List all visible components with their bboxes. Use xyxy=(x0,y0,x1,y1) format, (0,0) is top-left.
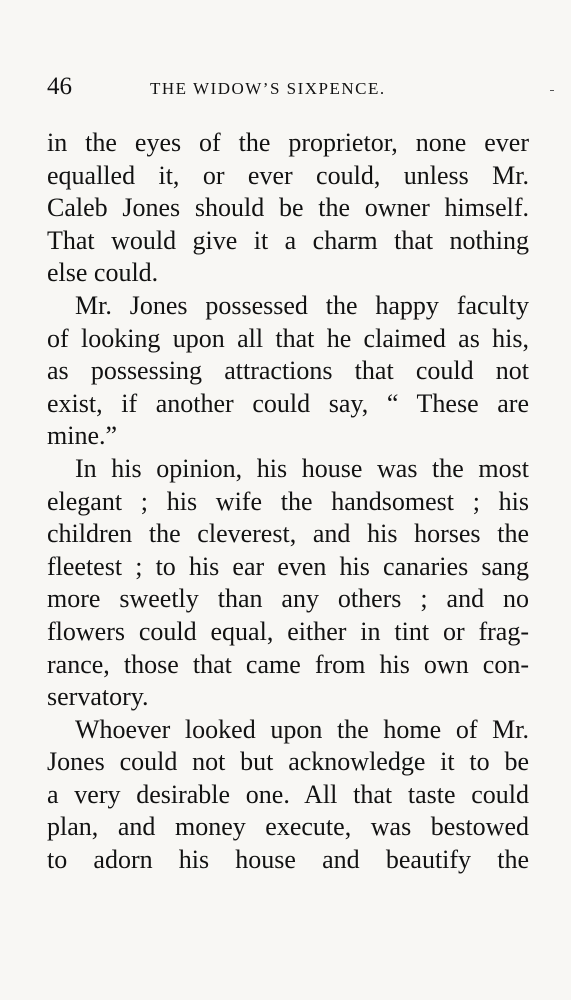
text-line: servatory. xyxy=(47,682,149,712)
running-title: THE WIDOW’S SIXPENCE. xyxy=(150,79,386,98)
text-line: children the cleverest, and his horses the xyxy=(47,519,529,549)
text-line: more sweetly than any others ; and no xyxy=(47,584,529,614)
paragraph-first-line: In his opinion, his house was the most xyxy=(75,453,529,483)
text-line: of looking upon all that he claimed as his, xyxy=(47,323,529,353)
text-line: to adorn his house and beautify the xyxy=(47,845,529,875)
text-line: Caleb Jones should be the owner himself. xyxy=(47,193,529,223)
paragraph-first-line: Whoever looked upon the home of Mr. xyxy=(75,714,529,744)
paragraph-first-line: Mr. Jones possessed the happy faculty xyxy=(75,290,529,320)
running-head xyxy=(47,68,529,108)
text-line: That would give it a charm that nothing xyxy=(47,225,529,255)
page-text xyxy=(47,127,529,877)
text-line: else could. xyxy=(47,258,159,288)
text-line: fleetest ; to his ear even his canaries sang xyxy=(47,551,529,581)
text-line: elegant ; his wife the handsomest ; his xyxy=(47,486,529,516)
text-line: plan, and money execute, was bestowed xyxy=(47,812,529,842)
text-line: flowers could equal, either in tint or frag- xyxy=(47,616,529,646)
text-line: Jones could not but acknowledge it to be xyxy=(47,747,529,777)
text-line: as possessing attractions that could not xyxy=(47,356,529,386)
text-line: a very desirable one. All that taste could xyxy=(47,779,529,809)
edge-mark xyxy=(550,90,554,91)
page-number: 46 xyxy=(47,73,72,100)
text-line: mine.” xyxy=(47,421,118,451)
text-line: rance, those that came from his own con- xyxy=(47,649,529,679)
text-line: in the eyes of the proprietor, none ever xyxy=(47,128,529,157)
text-line: exist, if another could say, “ These are xyxy=(47,388,529,418)
text-line: equalled it, or ever could, unless Mr. xyxy=(47,160,529,190)
